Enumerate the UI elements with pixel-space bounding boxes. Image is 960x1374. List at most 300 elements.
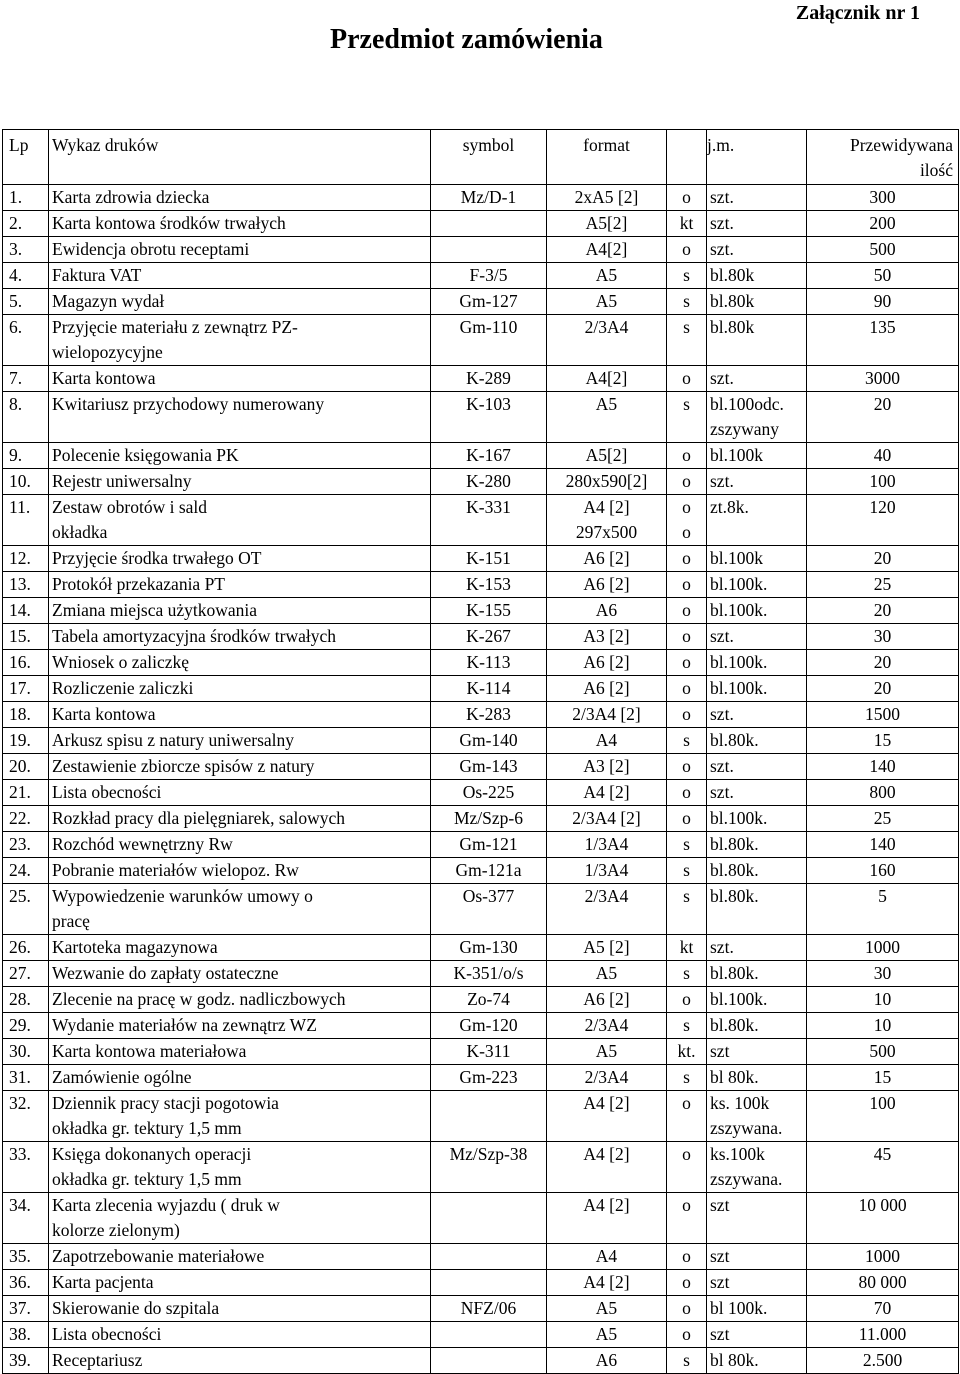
cell-format-line: A5 [595,291,618,311]
cell-qty: 70 [807,1296,959,1322]
cell-name-line: Zestawienie zbiorcze spisów z natury [52,756,315,776]
table-row [3,702,959,728]
cell-name-line: Karta kontowa [52,368,156,388]
cell-unit-line: bl.100k. [710,808,768,828]
cell-unit [707,624,807,650]
cell-lp: 35. [3,1244,49,1270]
cell-format [547,884,667,935]
cell-unit-line: szt [710,1246,730,1266]
cell-qty: 1000 [807,935,959,961]
cell-qty: 45 [807,1142,959,1193]
header-qty [807,130,959,185]
table-row [3,1270,959,1296]
cell-qty: 160 [807,858,959,884]
cell-format [547,1065,667,1091]
cell-format-line: A4 [2] [583,1144,630,1164]
table-row [3,987,959,1013]
table-row [3,211,959,237]
cell-unit [707,884,807,935]
cell-name [49,366,431,392]
print-list-table [2,129,959,1374]
cell-unit [707,1065,807,1091]
cell-unit [707,443,807,469]
cell-qty: 90 [807,289,959,315]
cell-unit-line: szt. [710,626,734,646]
cell-name [49,961,431,987]
cell-unit [707,754,807,780]
table-row [3,858,959,884]
cell-type [667,1013,707,1039]
table-row [3,495,959,546]
header-lp: Lp [3,130,49,185]
cell-format [547,598,667,624]
cell-format-line: A6 [595,1350,618,1370]
cell-symbol: Os-377 [431,884,547,935]
table-row [3,237,959,263]
cell-lp: 31. [3,1065,49,1091]
cell-unit [707,676,807,702]
cell-format-line: A5 [595,1298,618,1318]
cell-symbol [431,237,547,263]
cell-type-line: s [683,265,690,285]
cell-type-line: s [683,886,690,906]
cell-qty: 5 [807,884,959,935]
cell-name [49,987,431,1013]
cell-unit [707,289,807,315]
table-row [3,806,959,832]
cell-unit [707,1296,807,1322]
cell-type [667,289,707,315]
cell-qty: 800 [807,780,959,806]
cell-format-line: 1/3A4 [584,834,629,854]
table-row [3,1065,959,1091]
cell-unit [707,858,807,884]
cell-format-line: A4 [595,730,618,750]
cell-qty: 11.000 [807,1322,959,1348]
table-body [3,130,959,1374]
cell-unit-line: bl.80k. [710,1015,759,1035]
cell-qty: 20 [807,598,959,624]
cell-format-line: A6 [2] [583,548,630,568]
cell-type [667,237,707,263]
cell-qty: 500 [807,237,959,263]
cell-format [547,1322,667,1348]
cell-lp: 27. [3,961,49,987]
table-header-row [3,130,959,185]
cell-unit-line: bl 100k. [710,1298,768,1318]
cell-type-line: o [682,471,691,491]
cell-unit [707,263,807,289]
cell-symbol [431,211,547,237]
table-row [3,728,959,754]
cell-qty: 2.500 [807,1348,959,1374]
cell-type-line: o [682,1093,691,1113]
cell-unit [707,572,807,598]
cell-name [49,1065,431,1091]
table-row [3,366,959,392]
table-row [3,1193,959,1244]
cell-unit [707,1039,807,1065]
cell-qty: 135 [807,315,959,366]
cell-format [547,961,667,987]
cell-type [667,443,707,469]
table-row [3,1091,959,1142]
table-row [3,185,959,211]
cell-name-line: Wezwanie do zapłaty ostateczne [52,963,279,983]
cell-name [49,1193,431,1244]
cell-unit-line: zszywana. [710,1118,783,1138]
cell-unit [707,1193,807,1244]
cell-name [49,676,431,702]
cell-qty: 300 [807,185,959,211]
cell-name-line: Wydanie materiałów na zewnątrz WZ [52,1015,317,1035]
cell-symbol: Os-225 [431,780,547,806]
cell-name-line: okładka gr. tektury 1,5 mm [52,1118,242,1138]
cell-symbol: K-311 [431,1039,547,1065]
cell-format-line: A6 [595,600,618,620]
cell-name [49,780,431,806]
cell-qty: 100 [807,469,959,495]
cell-symbol: Gm-127 [431,289,547,315]
cell-format [547,1193,667,1244]
cell-unit [707,366,807,392]
cell-type [667,728,707,754]
cell-unit-line: zszywana. [710,1169,783,1189]
cell-format [547,1244,667,1270]
cell-type [667,1142,707,1193]
cell-name [49,832,431,858]
cell-lp: 9. [3,443,49,469]
table-row [3,676,959,702]
cell-type [667,806,707,832]
header-format: format [547,130,667,185]
cell-type [667,1322,707,1348]
cell-type-line: o [682,1272,691,1292]
cell-type-line: o [682,704,691,724]
cell-qty: 10 [807,1013,959,1039]
cell-symbol: NFZ/06 [431,1296,547,1322]
table-row [3,443,959,469]
cell-lp: 28. [3,987,49,1013]
cell-unit-line: bl.80k. [710,730,759,750]
cell-symbol: F-3/5 [431,263,547,289]
cell-symbol: K-280 [431,469,547,495]
cell-type-line: kt [679,937,694,957]
cell-type [667,315,707,366]
cell-unit-line: szt [710,1272,730,1292]
cell-name-line: Zapotrzebowanie materiałowe [52,1246,265,1266]
cell-type [667,1039,707,1065]
cell-format-line: 2/3A4 [584,1067,629,1087]
cell-name [49,1270,431,1296]
cell-symbol: Gm-223 [431,1065,547,1091]
cell-unit [707,185,807,211]
cell-type-line: o [682,1144,691,1164]
page-title: Przedmiot zamówienia [330,24,603,55]
cell-format [547,392,667,443]
cell-type-line: o [682,574,691,594]
cell-format [547,469,667,495]
cell-type-line: o [682,1324,691,1344]
cell-name-line: Zestaw obrotów i sald [52,497,208,517]
cell-name [49,315,431,366]
cell-name-line: Faktura VAT [52,265,142,285]
cell-unit [707,832,807,858]
cell-name-line: Przyjęcie materiału z zewnątrz PZ- [52,317,298,337]
cell-type [667,702,707,728]
cell-type [667,676,707,702]
cell-name-line: Karta zdrowia dziecka [52,187,210,207]
cell-symbol: Gm-143 [431,754,547,780]
cell-unit-line: szt [710,1324,730,1344]
cell-qty: 1000 [807,1244,959,1270]
cell-lp: 14. [3,598,49,624]
cell-unit-line: bl.100k [710,445,763,465]
cell-format [547,443,667,469]
cell-type-line: o [682,522,691,542]
cell-unit-line: ks.100k [710,1144,765,1164]
cell-lp: 3. [3,237,49,263]
table-row [3,1039,959,1065]
cell-qty: 25 [807,572,959,598]
cell-unit [707,237,807,263]
cell-type [667,832,707,858]
cell-lp: 22. [3,806,49,832]
cell-name-line: Zmiana miejsca użytkowania [52,600,258,620]
cell-name-line: Rejestr uniwersalny [52,471,192,491]
cell-lp: 13. [3,572,49,598]
cell-lp: 5. [3,289,49,315]
cell-unit [707,392,807,443]
cell-format [547,702,667,728]
cell-name-line: Kartoteka magazynowa [52,937,218,957]
cell-type-line: o [682,1195,691,1215]
table-row [3,392,959,443]
cell-name-line: Receptariusz [52,1350,143,1370]
cell-format [547,728,667,754]
cell-format [547,1296,667,1322]
cell-format-line: A5 [595,1324,618,1344]
cell-name-line: Karta kontowa materiałowa [52,1041,247,1061]
cell-type [667,1193,707,1244]
cell-qty: 3000 [807,366,959,392]
cell-format [547,754,667,780]
cell-type-line: kt [679,213,694,233]
cell-unit-line: szt. [710,213,734,233]
cell-name [49,1013,431,1039]
cell-qty: 50 [807,263,959,289]
cell-unit [707,987,807,1013]
cell-format-line: 2/3A4 [2] [572,808,641,828]
cell-unit-line: szt [710,1041,730,1061]
cell-type-line: s [683,1350,690,1370]
cell-format [547,366,667,392]
cell-lp: 20. [3,754,49,780]
cell-lp: 21. [3,780,49,806]
cell-format-line: 297x500 [575,522,638,542]
cell-qty: 80 000 [807,1270,959,1296]
cell-unit-line: zszywany [710,419,780,439]
cell-unit [707,780,807,806]
cell-symbol: K-113 [431,650,547,676]
cell-type-line: o [682,989,691,1009]
cell-format-line: A5 [595,963,618,983]
cell-unit-line: bl.100k. [710,989,768,1009]
cell-format-line: 1/3A4 [584,860,629,880]
cell-type [667,495,707,546]
cell-format-line: 2/3A4 [584,1015,629,1035]
cell-symbol: K-351/o/s [431,961,547,987]
cell-symbol [431,1244,547,1270]
cell-qty: 40 [807,443,959,469]
cell-name [49,263,431,289]
cell-type [667,469,707,495]
cell-lp: 25. [3,884,49,935]
cell-format-line: A4 [2] [583,1272,630,1292]
cell-name-line: Pobranie materiałów wielopoz. Rw [52,860,299,880]
cell-type-line: o [682,368,691,388]
cell-format-line: A5[2] [585,213,628,233]
table-row [3,598,959,624]
cell-unit-line: szt. [710,782,734,802]
cell-name [49,289,431,315]
cell-format-line: 2/3A4 [2] [572,704,641,724]
cell-name-line: Rozchód wewnętrzny Rw [52,834,233,854]
cell-format-line: 280x590[2] [565,471,648,491]
cell-unit [707,935,807,961]
cell-type-line: o [682,1298,691,1318]
cell-symbol [431,1348,547,1374]
cell-format-line: 2/3A4 [584,317,629,337]
cell-type-line: o [682,756,691,776]
cell-unit [707,961,807,987]
cell-format-line: A4[2] [585,368,628,388]
cell-format [547,185,667,211]
cell-lp: 33. [3,1142,49,1193]
cell-type [667,392,707,443]
cell-unit [707,650,807,676]
cell-type [667,546,707,572]
cell-type [667,1091,707,1142]
cell-format-line: 2/3A4 [584,886,629,906]
cell-type [667,935,707,961]
table-row [3,1244,959,1270]
cell-type-line: o [682,548,691,568]
cell-format-line: A5 [595,394,618,414]
cell-symbol [431,1270,547,1296]
cell-unit [707,806,807,832]
cell-format [547,780,667,806]
cell-name [49,1244,431,1270]
cell-unit-line: szt. [710,368,734,388]
table-row [3,832,959,858]
table-row [3,884,959,935]
cell-type-line: o [682,782,691,802]
cell-name [49,702,431,728]
cell-format [547,650,667,676]
cell-type-line: o [682,626,691,646]
cell-type-line: o [682,808,691,828]
cell-unit [707,495,807,546]
cell-symbol: K-331 [431,495,547,546]
cell-name-line: Ewidencja obrotu receptami [52,239,250,259]
cell-name-line: Tabela amortyzacyjna środków trwałych [52,626,337,646]
cell-unit [707,598,807,624]
cell-name [49,624,431,650]
cell-symbol: K-114 [431,676,547,702]
cell-name-line: Zamówienie ogólne [52,1067,192,1087]
cell-lp: 34. [3,1193,49,1244]
cell-type-line: s [683,1067,690,1087]
cell-lp: 6. [3,315,49,366]
cell-type [667,1296,707,1322]
cell-unit [707,728,807,754]
cell-format [547,546,667,572]
cell-symbol: Gm-121a [431,858,547,884]
cell-symbol: Mz/D-1 [431,185,547,211]
cell-type [667,211,707,237]
cell-unit [707,1270,807,1296]
header-qty-line: ilość [919,160,953,180]
cell-name [49,858,431,884]
cell-unit-line: bl.100k. [710,678,768,698]
cell-qty: 500 [807,1039,959,1065]
cell-format-line: A5 [595,1041,618,1061]
cell-type-line: s [683,394,690,414]
cell-format-line: A5 [2] [583,937,630,957]
cell-unit-line: bl 80k. [710,1350,759,1370]
cell-type-line: s [683,834,690,854]
cell-qty: 20 [807,546,959,572]
cell-name [49,650,431,676]
cell-lp: 29. [3,1013,49,1039]
cell-unit-line: bl.80k. [710,886,759,906]
cell-name-line: Karta kontowa środków trwałych [52,213,286,233]
cell-type-line: s [683,860,690,880]
cell-name-line: Wypowiedzenie warunków umowy o [52,886,313,906]
cell-lp: 30. [3,1039,49,1065]
cell-unit-line: bl.100k [710,548,763,568]
cell-name [49,728,431,754]
cell-lp: 1. [3,185,49,211]
cell-unit-line: bl.80k. [710,963,759,983]
header-unit: j.m. [707,130,807,185]
cell-name-line: Rozkład pracy dla pielęgniarek, salowych [52,808,346,828]
cell-symbol: K-153 [431,572,547,598]
cell-lp: 12. [3,546,49,572]
cell-name-line: Przyjęcie środka trwałego OT [52,548,262,568]
table-row [3,1348,959,1374]
cell-symbol: K-103 [431,392,547,443]
cell-format [547,806,667,832]
cell-qty: 30 [807,624,959,650]
cell-format [547,263,667,289]
cell-qty: 200 [807,211,959,237]
table-row [3,1013,959,1039]
cell-format [547,832,667,858]
cell-lp: 15. [3,624,49,650]
cell-type [667,1348,707,1374]
table-row [3,1322,959,1348]
cell-type [667,754,707,780]
cell-type-line: o [682,239,691,259]
cell-name [49,546,431,572]
cell-unit [707,211,807,237]
cell-symbol: K-155 [431,598,547,624]
cell-name-line: pracę [52,911,90,931]
cell-symbol [431,1193,547,1244]
cell-format [547,237,667,263]
